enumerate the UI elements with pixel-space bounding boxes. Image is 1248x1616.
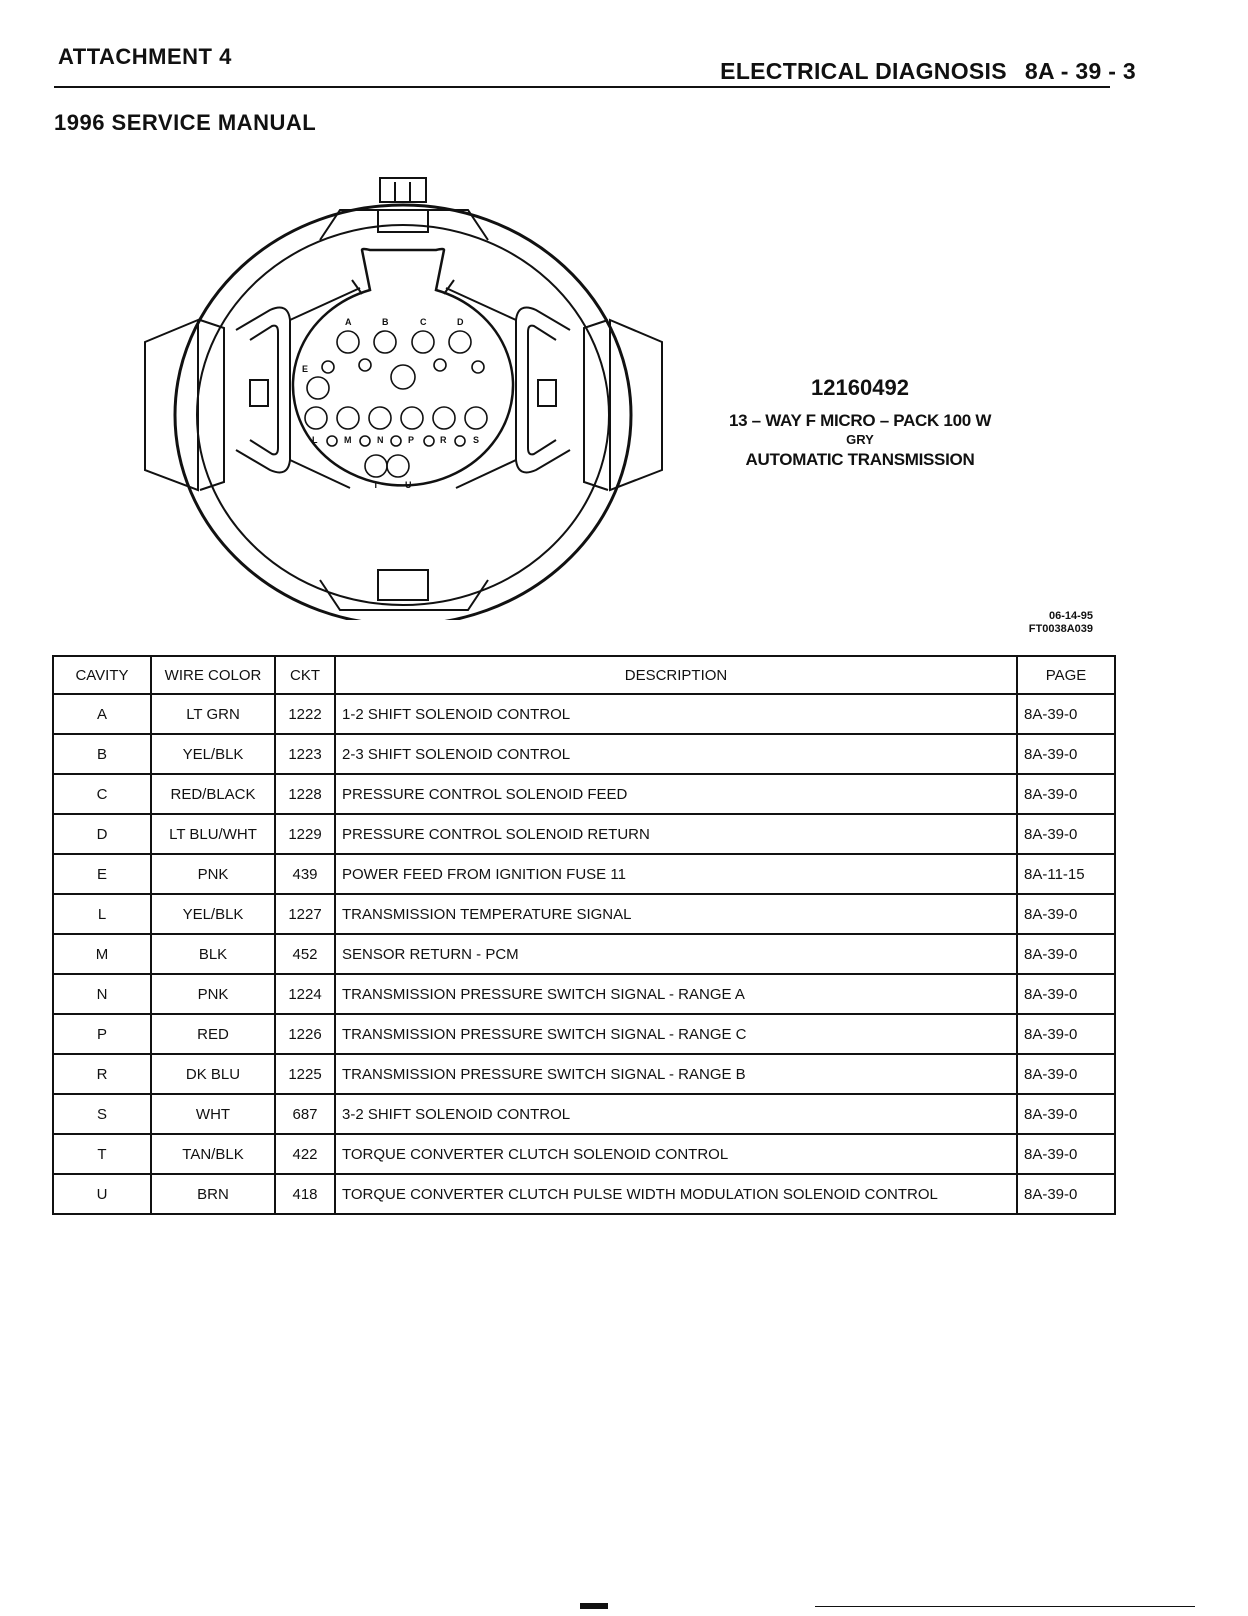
cell-page: 8A-39-0 — [1017, 894, 1115, 934]
section-header — [720, 58, 1136, 85]
cell-ckt: 1229 — [275, 814, 335, 854]
cell-cavity: R — [53, 1054, 151, 1094]
cell-page: 8A-39-0 — [1017, 774, 1115, 814]
cell-cavity: C — [53, 774, 151, 814]
cell-cavity: B — [53, 734, 151, 774]
cell-page: 8A-39-0 — [1017, 694, 1115, 734]
center-post — [391, 365, 415, 389]
label-R: R — [440, 435, 447, 445]
label-C: C — [420, 317, 427, 327]
col-cavity: CAVITY — [53, 656, 151, 694]
cavity-table — [52, 655, 1116, 1215]
label-P: P — [408, 435, 415, 445]
table-row — [53, 814, 1115, 854]
cavity-U — [387, 455, 409, 477]
cell-description: 2-3 SHIFT SOLENOID CONTROL — [335, 734, 1017, 774]
table-row — [53, 1054, 1115, 1094]
manual-subtitle: 1996 SERVICE MANUAL — [54, 110, 317, 135]
label-N: N — [377, 435, 384, 445]
cell-page: 8A-39-0 — [1017, 934, 1115, 974]
section-title: ELECTRICAL DIAGNOSIS — [720, 58, 1007, 84]
cell-wire-color: PNK — [151, 854, 275, 894]
cell-description: PRESSURE CONTROL SOLENOID FEED — [335, 774, 1017, 814]
cell-wire-color: BLK — [151, 934, 275, 974]
label-M: M — [344, 435, 352, 445]
label-B: B — [382, 317, 389, 327]
attachment-label: ATTACHMENT 4 — [58, 44, 232, 69]
cell-ckt: 1224 — [275, 974, 335, 1014]
cell-ckt: 452 — [275, 934, 335, 974]
connector-color: GRY — [846, 432, 874, 447]
footer-rule — [815, 1606, 1195, 1607]
cell-wire-color: TAN/BLK — [151, 1134, 275, 1174]
cell-page: 8A-11-15 — [1017, 854, 1115, 894]
col-wire-color: WIRE COLOR — [151, 656, 275, 694]
cell-ckt: 1228 — [275, 774, 335, 814]
left-ear — [145, 320, 198, 490]
cell-description: 3-2 SHIFT SOLENOID CONTROL — [335, 1094, 1017, 1134]
cell-wire-color: WHT — [151, 1094, 275, 1134]
label-T: T — [373, 480, 379, 490]
cell-wire-color: YEL/BLK — [151, 734, 275, 774]
cavity-T — [365, 455, 387, 477]
table-row — [53, 934, 1115, 974]
cell-description: TRANSMISSION PRESSURE SWITCH SIGNAL - RANGE B — [335, 1054, 1017, 1094]
table-row — [53, 1014, 1115, 1054]
cell-cavity: N — [53, 974, 151, 1014]
table-row — [53, 854, 1115, 894]
cell-description: PRESSURE CONTROL SOLENOID RETURN — [335, 814, 1017, 854]
cell-cavity: E — [53, 854, 151, 894]
cell-cavity: U — [53, 1174, 151, 1214]
cell-wire-color: LT GRN — [151, 694, 275, 734]
cell-description: TRANSMISSION PRESSURE SWITCH SIGNAL - RANGE C — [335, 1014, 1017, 1054]
connector-system: AUTOMATIC TRANSMISSION — [745, 450, 975, 469]
col-page: PAGE — [1017, 656, 1115, 694]
label-D: D — [457, 317, 464, 327]
table-row — [53, 1174, 1115, 1214]
label-L: L — [312, 435, 318, 445]
cell-cavity: M — [53, 934, 151, 974]
cell-cavity: S — [53, 1094, 151, 1134]
page-number: 8A - 39 - 3 — [1024, 58, 1136, 84]
label-E: E — [302, 364, 309, 374]
cell-wire-color: BRN — [151, 1174, 275, 1214]
cell-cavity: T — [53, 1134, 151, 1174]
cell-description: POWER FEED FROM IGNITION FUSE 11 — [335, 854, 1017, 894]
cell-ckt: 687 — [275, 1094, 335, 1134]
table-row — [53, 974, 1115, 1014]
cell-ckt: 1222 — [275, 694, 335, 734]
inner-shell — [197, 225, 609, 605]
cavity-A — [337, 331, 359, 353]
cell-wire-color: PNK — [151, 974, 275, 1014]
cell-page: 8A-39-0 — [1017, 1174, 1115, 1214]
table-header-row — [53, 656, 1115, 694]
cell-description: TRANSMISSION TEMPERATURE SIGNAL — [335, 894, 1017, 934]
cell-description: TRANSMISSION PRESSURE SWITCH SIGNAL - RANGE A — [335, 974, 1017, 1014]
cavity-N — [369, 407, 391, 429]
cell-description: SENSOR RETURN - PCM — [335, 934, 1017, 974]
label-U: U — [405, 480, 412, 490]
cavity-P — [401, 407, 423, 429]
cell-cavity: L — [53, 894, 151, 934]
cell-description: TORQUE CONVERTER CLUTCH PULSE WIDTH MODULATION SOLENOID CONTROL — [335, 1174, 1017, 1214]
cavity-D — [449, 331, 471, 353]
cavity-E — [307, 377, 329, 399]
figure-date: 06-14-95 — [1048, 610, 1093, 622]
connector-diagram — [140, 170, 680, 620]
col-ckt: CKT — [275, 656, 335, 694]
cell-wire-color: LT BLU/WHT — [151, 814, 275, 854]
cavity-S — [465, 407, 487, 429]
cell-ckt: 1226 — [275, 1014, 335, 1054]
cell-ckt: 439 — [275, 854, 335, 894]
cell-description: TORQUE CONVERTER CLUTCH SOLENOID CONTROL — [335, 1134, 1017, 1174]
cavity-L — [305, 407, 327, 429]
cell-cavity: P — [53, 1014, 151, 1054]
cell-wire-color: RED — [151, 1014, 275, 1054]
cell-page: 8A-39-0 — [1017, 814, 1115, 854]
cavity-B — [374, 331, 396, 353]
label-S: S — [473, 435, 480, 445]
cell-cavity: A — [53, 694, 151, 734]
cell-ckt: 1225 — [275, 1054, 335, 1094]
cell-wire-color: RED/BLACK — [151, 774, 275, 814]
header-rule — [54, 86, 1110, 88]
label-A: A — [345, 317, 352, 327]
cavity-R — [433, 407, 455, 429]
figure-code: FT0038A039 — [1028, 623, 1093, 635]
table-row — [53, 694, 1115, 734]
connector-info — [700, 375, 1020, 470]
cell-ckt: 422 — [275, 1134, 335, 1174]
footer-mark — [580, 1603, 608, 1609]
cell-description: 1-2 SHIFT SOLENOID CONTROL — [335, 694, 1017, 734]
connector-description: 13 – WAY F MICRO – PACK 100 W — [728, 411, 992, 430]
cell-page: 8A-39-0 — [1017, 734, 1115, 774]
table-row — [53, 1094, 1115, 1134]
cell-cavity: D — [53, 814, 151, 854]
table-row — [53, 774, 1115, 814]
table-row — [53, 734, 1115, 774]
cell-page: 8A-39-0 — [1017, 1094, 1115, 1134]
cavity-M — [337, 407, 359, 429]
cell-wire-color: DK BLU — [151, 1054, 275, 1094]
cell-page: 8A-39-0 — [1017, 1134, 1115, 1174]
cell-page: 8A-39-0 — [1017, 1054, 1115, 1094]
top-latch — [380, 178, 426, 202]
cavity-C — [412, 331, 434, 353]
cell-page: 8A-39-0 — [1017, 974, 1115, 1014]
table-row — [53, 894, 1115, 934]
table-row — [53, 1134, 1115, 1174]
cell-ckt: 1223 — [275, 734, 335, 774]
figure-reference — [1029, 610, 1093, 636]
cell-ckt: 418 — [275, 1174, 335, 1214]
cell-wire-color: YEL/BLK — [151, 894, 275, 934]
connector-face — [293, 249, 513, 485]
cell-page: 8A-39-0 — [1017, 1014, 1115, 1054]
col-description: DESCRIPTION — [335, 656, 1017, 694]
part-number: 12160492 — [811, 375, 909, 400]
cell-ckt: 1227 — [275, 894, 335, 934]
